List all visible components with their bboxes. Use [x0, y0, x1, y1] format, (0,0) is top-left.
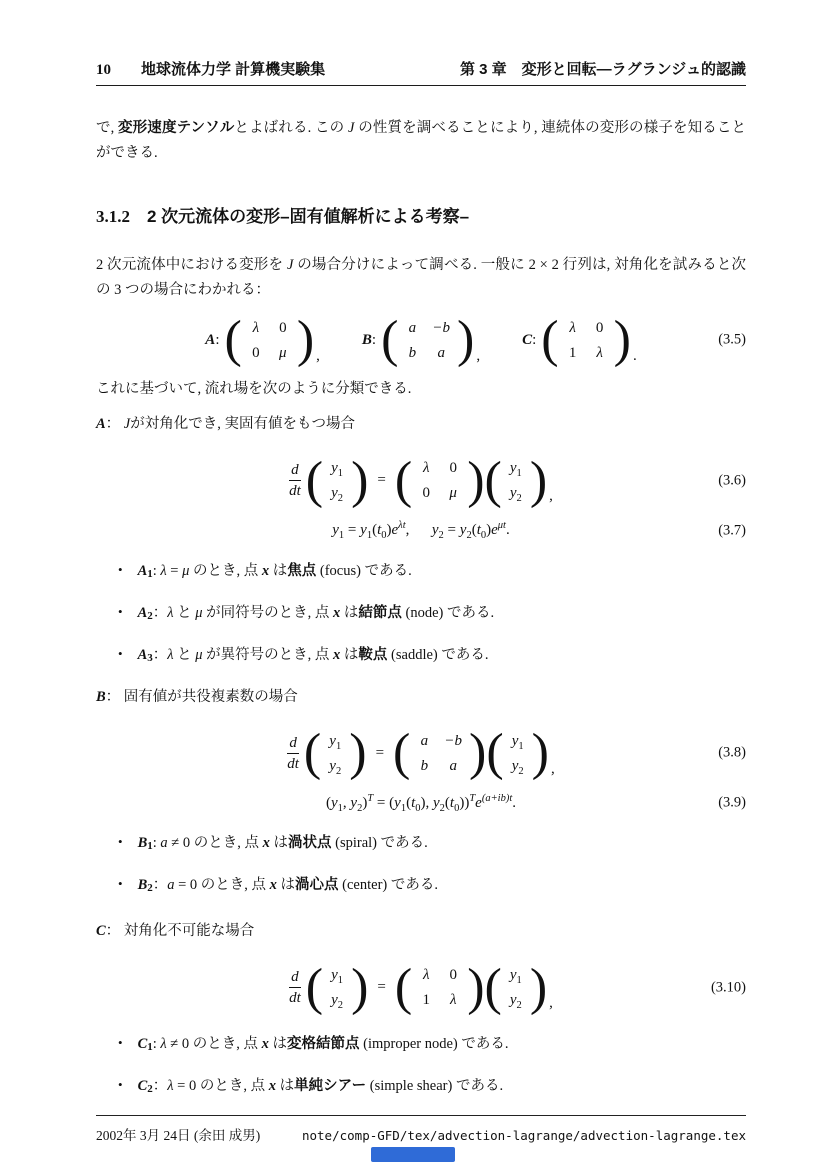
matrix-case-C: C : ( λ 0 1 λ ) .	[522, 311, 637, 368]
section-title: 2 次元流体の変形–固有値解析による考察–	[147, 207, 470, 226]
matrix-C: ( λ 0 1 λ )	[541, 311, 631, 368]
d-dt-fraction: $\frac{d}{dt}$	[289, 462, 301, 499]
chapter-title: 第 3 章 変形と回転—ラグランジュ的認識	[459, 61, 746, 78]
page-header	[96, 58, 746, 86]
equation-3-5-body	[205, 311, 636, 369]
classification-paragraph: 2 次元流体中における変形を J の場合分けによって調べる. 一般に 2 × 2 行列は, 対角化を試みると次の 3 つの場合にわかれる：	[96, 257, 746, 298]
left-paren: (	[486, 724, 504, 781]
equation-3-6	[96, 452, 746, 510]
page-number: 10	[96, 62, 111, 78]
equals-sign: =	[377, 979, 386, 995]
right-paren: )	[613, 311, 631, 368]
matrix-B: ( a −b b a )	[393, 724, 487, 781]
equation-3-8-body: $\frac{d}{dt}$ ( $y_1$ $y_2$ ) = ( a −b b a ) ( $y_1$ $y_2$ ) ,	[287, 724, 555, 781]
vector-y: ( $y_1$ $y_2$ )	[303, 724, 367, 781]
matrix-case-B: B : ( a −b b a ) ,	[361, 311, 481, 368]
right-paren: )	[351, 451, 369, 509]
equation-tag-3-8: (3.8)	[718, 744, 746, 761]
left-paren: (	[305, 451, 324, 509]
list-item-a2: • A2：λ と μ が同符号のとき, 点 x は結節点 (node) である.	[118, 600, 746, 629]
case-a-list	[96, 558, 746, 671]
right-paren: )	[531, 724, 549, 781]
right-paren: )	[296, 311, 315, 368]
list-item-c1: • C1: λ ≠ 0 のとき, 点 x は変格結節点 (improper node) である.	[118, 1031, 746, 1060]
bullet-icon: •	[118, 1076, 123, 1092]
bullet-icon: •	[118, 561, 123, 577]
bullet-icon: •	[118, 603, 123, 619]
equation-3-8	[96, 724, 746, 782]
d-dt-fraction: $\frac{d}{dt}$	[289, 969, 301, 1006]
right-paren: )	[529, 958, 548, 1016]
bullet-icon: •	[118, 645, 123, 661]
equation-tag-3-7: (3.7)	[718, 522, 746, 538]
d-dt-fraction: $\frac{d}{dt}$	[287, 734, 299, 772]
left-paren: (	[484, 451, 502, 509]
list-item-c2: • C2：λ = 0 のとき, 点 x は単純シアー (simple shear) である.	[118, 1073, 746, 1102]
matrix-case-A: A : ( λ 0 0 μ ) ,	[205, 311, 320, 368]
case-b-list	[96, 830, 746, 901]
left-paren: (	[394, 451, 413, 509]
bullet-icon: •	[118, 834, 123, 849]
matrix-B: ( a −b b a )	[381, 311, 475, 368]
equals-sign: =	[377, 472, 386, 488]
list-item-b2: • B2：a = 0 のとき, 点 x は渦心点 (center) である.	[118, 872, 746, 901]
intro-paragraph: で, 変形速度テンソルとよばれる. この J の性質を調べることにより, 連続体の変形の様子を知ることができる.	[96, 120, 747, 161]
equation-tag-3-9: (3.9)	[718, 794, 746, 811]
equation-3-7	[96, 518, 746, 544]
left-paren: (	[394, 958, 413, 1016]
section-number: 3.1.2	[96, 207, 130, 226]
equation-3-10	[96, 959, 746, 1017]
left-paren: (	[484, 958, 502, 1016]
right-paren: )	[529, 451, 548, 509]
equation-tag-3-6: (3.6)	[718, 472, 746, 488]
right-paren: )	[349, 724, 367, 781]
page-footer	[96, 1115, 746, 1144]
left-paren: (	[393, 724, 411, 781]
equation-3-9-body: ($y_1$, $y_2)^T = (y_1(t_0)$, $y_2(t_0))^Te^{(a+ib)t}$.	[325, 792, 517, 814]
equation-tag-3-5: (3.5)	[718, 331, 746, 348]
right-paren: )	[467, 451, 485, 509]
viewer-page-indicator	[371, 1147, 455, 1162]
footer-date: 2002年 3月 24日 (余田 成男)	[96, 1127, 261, 1143]
equation-3-7-body: $y_1 = y_1(t_0)e^{\lambda t}$, $y_2 = y_2(t_0)e^{\mu t}$.	[332, 520, 510, 541]
left-paren: (	[305, 958, 324, 1016]
equation-3-6-body: $\frac{d}{dt}$ ( $y_1$ $y_2$ ) = ( λ 0 0 μ ) ( $y_1$ $y_2$ ) ,	[289, 451, 553, 509]
list-item-a3: • A3：λ と μ が異符号のとき, 点 x は鞍点 (saddle) である.	[118, 642, 746, 671]
list-item-a1: • A1: λ = μ のとき, 点 x は焦点 (focus) である.	[118, 558, 746, 587]
vector-y: ( $y_1$ $y_2$ )	[305, 958, 369, 1016]
running-header-left	[96, 58, 325, 79]
right-paren: )	[467, 958, 485, 1016]
right-paren: )	[457, 311, 475, 368]
equation-3-5	[96, 311, 746, 369]
right-paren: )	[351, 958, 369, 1016]
case-b-label: B： 固有値が共役複素数の場合	[96, 688, 298, 705]
matrix-C: ( λ 0 1 λ )	[394, 958, 485, 1016]
bullet-icon: •	[118, 876, 123, 891]
left-paren: (	[224, 311, 242, 368]
footer-source-path: note/comp-GFD/tex/advection-lagrange/advection-lagrange.tex	[301, 1127, 746, 1143]
section-heading	[96, 202, 746, 227]
bullet-icon: •	[118, 1034, 123, 1050]
list-item-b1: • B1: a ≠ 0 のとき, 点 x は渦状点 (spiral) である.	[118, 830, 746, 859]
equation-3-10-body: $\frac{d}{dt}$ ( $y_1$ $y_2$ ) = ( λ 0 1 λ ) ( $y_1$ $y_2$ ) ,	[289, 958, 553, 1016]
right-paren: )	[469, 724, 487, 781]
equation-tag-3-10: (3.10)	[710, 979, 746, 995]
vector-y: ( $y_1$ $y_2$ )	[486, 724, 549, 781]
matrix-A: ( λ 0 0 μ )	[394, 451, 485, 509]
left-paren: (	[303, 724, 322, 781]
vector-y: ( $y_1$ $y_2$ )	[305, 451, 369, 509]
case-c-label: C： 対角化不可能な場合	[96, 923, 255, 939]
basis-paragraph: これに基づいて, 流れ場を次のように分類できる.	[96, 381, 412, 397]
left-paren: (	[541, 311, 559, 368]
equals-sign: =	[375, 744, 385, 761]
matrix-A: ( λ 0 0 μ )	[224, 311, 315, 368]
vector-y: ( $y_1$ $y_2$ )	[484, 958, 548, 1016]
case-a-label: A： Jが対角化でき, 実固有値をもつ場合	[96, 416, 355, 432]
vector-y: ( $y_1$ $y_2$ )	[484, 451, 548, 509]
left-paren: (	[381, 311, 399, 368]
equation-3-9	[96, 790, 746, 816]
book-title: 地球流体力学 計算機実験集	[141, 61, 326, 78]
case-c-list	[96, 1031, 746, 1102]
